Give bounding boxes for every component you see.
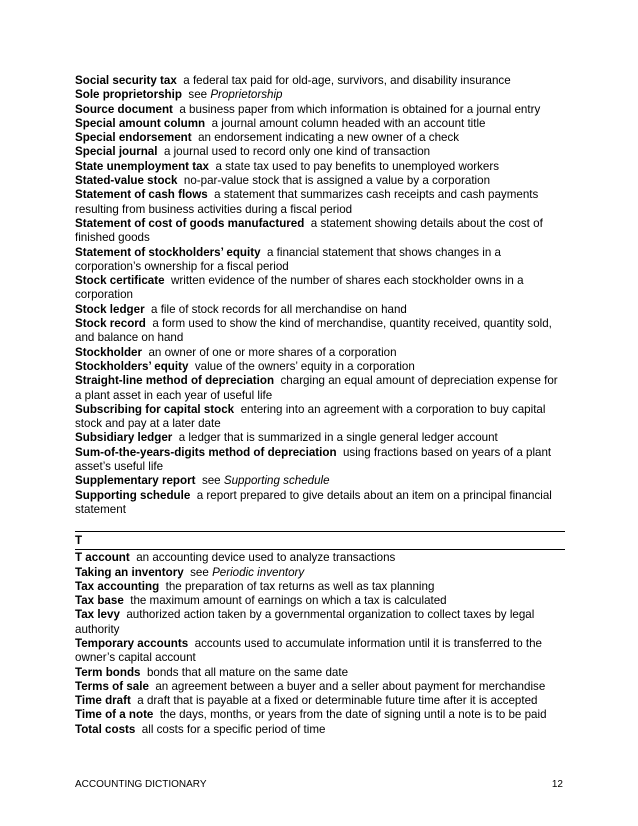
entry-definition: an agreement between a buyer and a seller about payment for merchandise: [155, 679, 546, 693]
entry-term: Statement of cash flows: [75, 188, 208, 202]
entry-definition: a business paper from which information is obtained for a journal entry: [179, 102, 541, 116]
entry-term: Social security tax: [75, 74, 177, 87]
entry-definition: no-par-value stock that is assigned a value by a corporation: [183, 174, 491, 188]
entry-definition: an endorsement indicating a new owner of a check: [198, 131, 460, 145]
dictionary-entry: [75, 274, 563, 303]
entry-definition: the maximum amount of earnings on which a tax is calculated: [130, 594, 447, 608]
entry-term: Statement of cost of goods manufactured: [75, 216, 305, 230]
entry-term: Total costs: [75, 722, 136, 736]
entry-definition: see: [190, 565, 209, 579]
dictionary-entry: [75, 666, 563, 680]
dictionary-entry: [75, 566, 563, 580]
entry-definition: a file of stock records for all merchandise on hand: [151, 302, 407, 316]
dictionary-entry: [75, 88, 563, 102]
entry-term: Tax levy: [75, 608, 120, 622]
entry-term: Supporting schedule: [75, 488, 191, 502]
entry-definition: a report prepared to give details about an item on a principal financial statement: [75, 488, 552, 516]
entry-term: Time draft: [75, 694, 131, 708]
dictionary-entry: [75, 317, 563, 346]
dictionary-entry: [75, 246, 563, 275]
footer-title: ACCOUNTING DICTIONARY: [75, 779, 207, 790]
entry-definition: a statement that summarizes cash receipts and cash payments resulting from business activities during a fiscal period: [75, 188, 539, 216]
entry-term: Stock certificate: [75, 274, 165, 288]
entry-definition: see: [201, 474, 221, 488]
entry-term: Special amount column: [75, 116, 206, 130]
entry-definition: a financial statement that shows changes in a corporation’s ownership for a fiscal period: [75, 245, 501, 273]
dictionary-entry: [75, 680, 563, 694]
entry-definition: accounts used to accumulate information until it is transferred to the owner’s capital account: [75, 636, 542, 665]
entry-definition: charging an equal amount of depreciation expense for a plant asset in each year of useful life: [75, 374, 558, 402]
entry-definition: using fractions based on years of a plant asset’s useful life: [75, 445, 552, 474]
dictionary-entry: [75, 117, 563, 131]
entry-term: Subsidiary ledger: [75, 431, 173, 445]
entry-definition: a federal tax paid for old-age, survivors, and disability insurance: [183, 74, 511, 87]
dictionary-entry: [75, 160, 563, 174]
dictionary-entry: [75, 708, 563, 722]
entry-cross-reference: Proprietorship: [210, 88, 283, 102]
dictionary-entry: [75, 74, 563, 88]
entry-definition: a statement showing details about the cost of finished goods: [75, 216, 543, 245]
dictionary-entry: [75, 303, 563, 317]
dictionary-entry: [75, 594, 563, 608]
entry-term: Straight-line method of depreciation: [75, 374, 275, 388]
entry-term: Special journal: [75, 145, 158, 159]
entry-term: Tax base: [75, 594, 124, 608]
entry-term: State unemployment tax: [75, 159, 210, 173]
section-header-t: T: [75, 531, 565, 550]
dictionary-entry: [75, 174, 563, 188]
entries-s-list: [75, 74, 563, 517]
entry-definition: bonds that all mature on the same date: [146, 665, 349, 679]
entry-definition: written evidence of the number of shares each stockholder owns in a corporation: [75, 274, 524, 302]
entry-term: Terms of sale: [75, 679, 149, 693]
dictionary-entry: [75, 360, 563, 374]
entry-definition: the preparation of tax returns as well as tax planning: [165, 579, 435, 593]
dictionary-entry: [75, 103, 563, 117]
dictionary-entry: [75, 723, 563, 737]
entries-t-list: [75, 551, 563, 737]
dictionary-entry: [75, 374, 563, 403]
section-gap: [75, 517, 563, 531]
entry-term: Source document: [75, 102, 173, 116]
dictionary-entry: [75, 474, 563, 488]
page-number: 12: [551, 779, 563, 790]
dictionary-page: [75, 74, 563, 737]
entry-definition: a ledger that is summarized in a single general ledger account: [178, 431, 498, 445]
entry-cross-reference: Periodic inventory: [212, 565, 305, 579]
entry-definition: an owner of one or more shares of a corporation: [148, 345, 397, 359]
entry-term: T account: [75, 551, 130, 565]
entry-term: Special endorsement: [75, 131, 192, 145]
dictionary-entry: [75, 131, 563, 145]
page-footer: [75, 779, 563, 790]
dictionary-entry: [75, 403, 563, 432]
entry-term: Stock ledger: [75, 302, 145, 316]
entry-definition: the days, months, or years from the date of signing until a note is to be paid: [159, 708, 547, 722]
entry-definition: an accounting device used to analyze transactions: [136, 551, 396, 565]
entry-term: Statement of stockholders’ equity: [75, 245, 261, 259]
entry-term: Term bonds: [75, 665, 141, 679]
entry-term: Stock record: [75, 317, 146, 331]
entry-term: Tax accounting: [75, 579, 160, 593]
entry-term: Sum-of-the-years-digits method of depreciation: [75, 445, 337, 459]
entry-term: Subscribing for capital stock: [75, 402, 235, 416]
entry-term: Stockholders’ equity: [75, 359, 189, 373]
dictionary-entry: [75, 145, 563, 159]
dictionary-entry: [75, 694, 563, 708]
entry-term: Taking an inventory: [75, 565, 184, 579]
entry-definition: a state tax used to pay benefits to unemployed workers: [215, 159, 500, 173]
entry-term: Supplementary report: [75, 474, 196, 488]
dictionary-entry: [75, 580, 563, 594]
entry-definition: entering into an agreement with a corporation to buy capital stock and pay at a later date: [75, 402, 546, 431]
entry-term: Stated-value stock: [75, 174, 178, 188]
entry-term: Stockholder: [75, 345, 142, 359]
entry-definition: authorized action taken by a governmental organization to collect taxes by legal authority: [75, 608, 535, 636]
dictionary-entry: [75, 346, 563, 360]
entry-definition: a journal amount column headed with an account title: [211, 116, 486, 130]
dictionary-entry: [75, 431, 563, 445]
entry-definition: a journal used to record only one kind of transaction: [163, 145, 431, 159]
dictionary-entry: [75, 217, 563, 246]
entry-term: Sole proprietorship: [75, 88, 182, 102]
dictionary-entry: [75, 489, 563, 518]
entry-definition: a draft that is payable at a fixed or determinable future time after it is accepted: [137, 694, 538, 708]
entry-term: Temporary accounts: [75, 636, 189, 650]
entry-cross-reference: Supporting schedule: [223, 474, 330, 488]
entry-term: Time of a note: [75, 708, 154, 722]
entry-definition: see: [188, 88, 208, 102]
dictionary-entry: [75, 551, 563, 565]
dictionary-entry: [75, 637, 563, 666]
dictionary-entry: [75, 446, 563, 475]
dictionary-entry: [75, 608, 563, 637]
dictionary-entry: [75, 188, 563, 217]
entry-definition: value of the owners’ equity in a corporation: [194, 359, 415, 373]
entry-definition: a form used to show the kind of merchandise, quantity received, quantity sold, and balance on hand: [75, 317, 552, 345]
entry-definition: all costs for a specific period of time: [141, 722, 326, 736]
